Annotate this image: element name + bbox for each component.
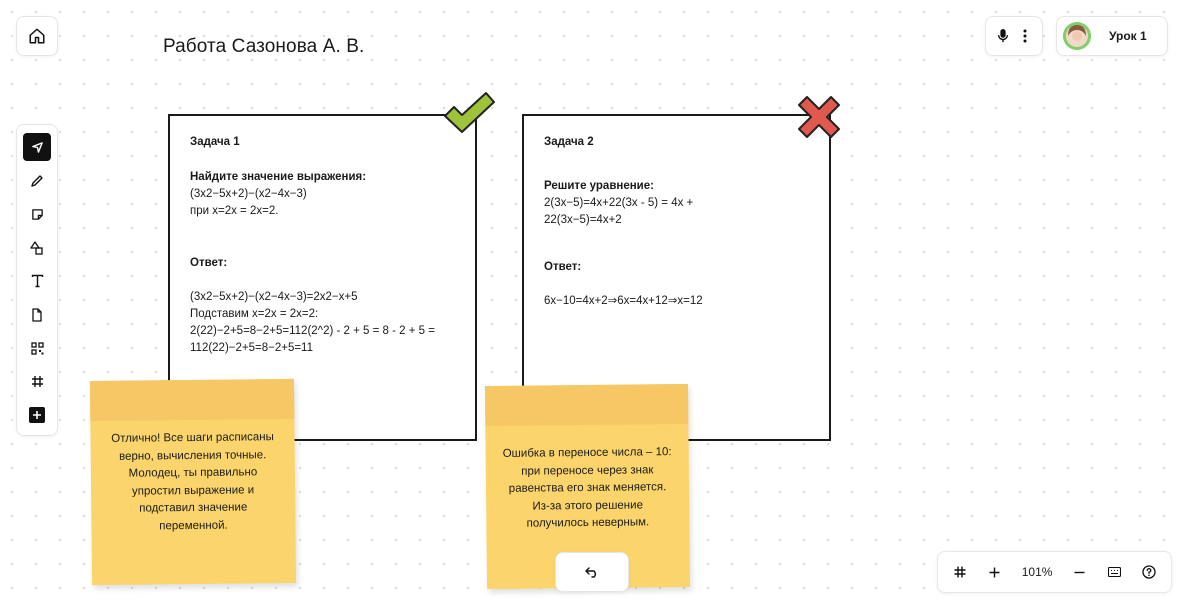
- note-line: Отлично! Все шаги расписаны: [111, 431, 274, 445]
- lesson-button[interactable]: [1056, 16, 1168, 56]
- undo-icon: [585, 566, 599, 578]
- frame-tool[interactable]: [23, 368, 51, 396]
- task-title: Задача 1: [190, 136, 240, 148]
- note-line: Из-за этого решение: [532, 498, 644, 513]
- task-prompt: Решите уравнение:: [544, 180, 654, 192]
- qr-code-icon: [31, 342, 44, 355]
- keyboard-icon: [1108, 567, 1121, 577]
- task-title: Задача 2: [544, 136, 594, 148]
- answer-line: 6x−10=4x+2⇒6x=4x+12⇒x=12: [544, 295, 703, 307]
- pen-tool[interactable]: [23, 167, 51, 195]
- keyboard-button[interactable]: [1106, 562, 1122, 582]
- qr-tool[interactable]: [23, 334, 51, 362]
- zoom-controls: [937, 551, 1172, 593]
- checkmark-icon: [442, 91, 496, 135]
- text-icon: [31, 274, 44, 288]
- answer-line: (3x2−5x+2)−(x2−4x−3)=2x2−x+5: [190, 291, 358, 303]
- zoom-in-button[interactable]: [987, 562, 1003, 582]
- note-line: Молодец, ты правильно: [128, 466, 258, 480]
- answer-line: 2(22)−2+5=8−2+5=112(2^2) - 2 + 5 = 8 - 2 + 5 =: [190, 325, 435, 337]
- task-expression: 2(3x−5)=4x+22(3x - 5) = 4x +: [544, 197, 694, 209]
- add-tool[interactable]: [23, 401, 51, 429]
- note-line: получилось неверным.: [526, 516, 650, 530]
- grid-icon: [954, 566, 966, 578]
- shapes-tool[interactable]: [23, 234, 51, 262]
- grid-toggle-button[interactable]: [952, 562, 968, 582]
- help-icon: [1142, 565, 1156, 579]
- document-tool[interactable]: [23, 301, 51, 329]
- avatar: [1063, 22, 1091, 50]
- audio-controls: [985, 16, 1043, 56]
- select-tool[interactable]: [23, 133, 51, 161]
- note-line: упростил выражение и: [131, 483, 255, 498]
- cross-icon: [797, 95, 841, 139]
- task-expression: 22(3x−5)=4x+2: [544, 214, 622, 226]
- zoom-out-button[interactable]: [1071, 562, 1087, 582]
- plus-icon: [989, 567, 1000, 578]
- zoom-level[interactable]: 101%: [1021, 565, 1053, 579]
- text-tool[interactable]: [23, 267, 51, 295]
- note-line: равенства его знак меняется.: [508, 481, 667, 495]
- microphone-button[interactable]: [993, 24, 1013, 48]
- lesson-label: Урок 1: [1109, 29, 1147, 43]
- task-expression: (3x2−5x+2)−(x2−4x−3): [190, 188, 307, 200]
- note-line: подставил значение: [139, 501, 248, 515]
- sticky-note-1[interactable]: [90, 379, 296, 585]
- plus-square-icon: [29, 407, 45, 423]
- page-title: Работа Сазонова А. В.: [163, 36, 365, 57]
- answer-line: Подставим x=2x = 2x=2:: [190, 308, 319, 320]
- shapes-icon: [30, 241, 44, 255]
- home-icon: [28, 27, 46, 45]
- sticky-note-tool[interactable]: [23, 200, 51, 228]
- answer-label: Ответ:: [190, 257, 228, 269]
- home-button[interactable]: [16, 16, 58, 56]
- undo-button[interactable]: [555, 552, 629, 592]
- more-menu-button[interactable]: [1015, 24, 1035, 48]
- document-icon: [31, 308, 43, 322]
- note-line: верно, вычисления точные.: [119, 448, 267, 463]
- note-line: Ошибка в переносе числа – 10:: [502, 446, 672, 460]
- cursor-arrow-icon: [31, 141, 44, 154]
- note-line: при переносе через знак: [521, 463, 654, 478]
- hash-frame-icon: [31, 375, 44, 388]
- tool-sidebar: [16, 124, 58, 436]
- answer-line: 112(22)−2+5=8−2+5=11: [190, 342, 313, 354]
- note-line: переменной.: [159, 519, 228, 532]
- more-vertical-icon: [1023, 29, 1027, 43]
- help-button[interactable]: [1141, 562, 1157, 582]
- pencil-icon: [30, 174, 44, 188]
- task-condition: при x=2x = 2x=2.: [190, 205, 279, 217]
- minus-icon: [1074, 567, 1085, 578]
- sticky-note-icon: [31, 208, 44, 221]
- microphone-icon: [997, 29, 1009, 43]
- task-prompt: Найдите значение выражения:: [190, 171, 367, 183]
- answer-label: Ответ:: [544, 261, 582, 273]
